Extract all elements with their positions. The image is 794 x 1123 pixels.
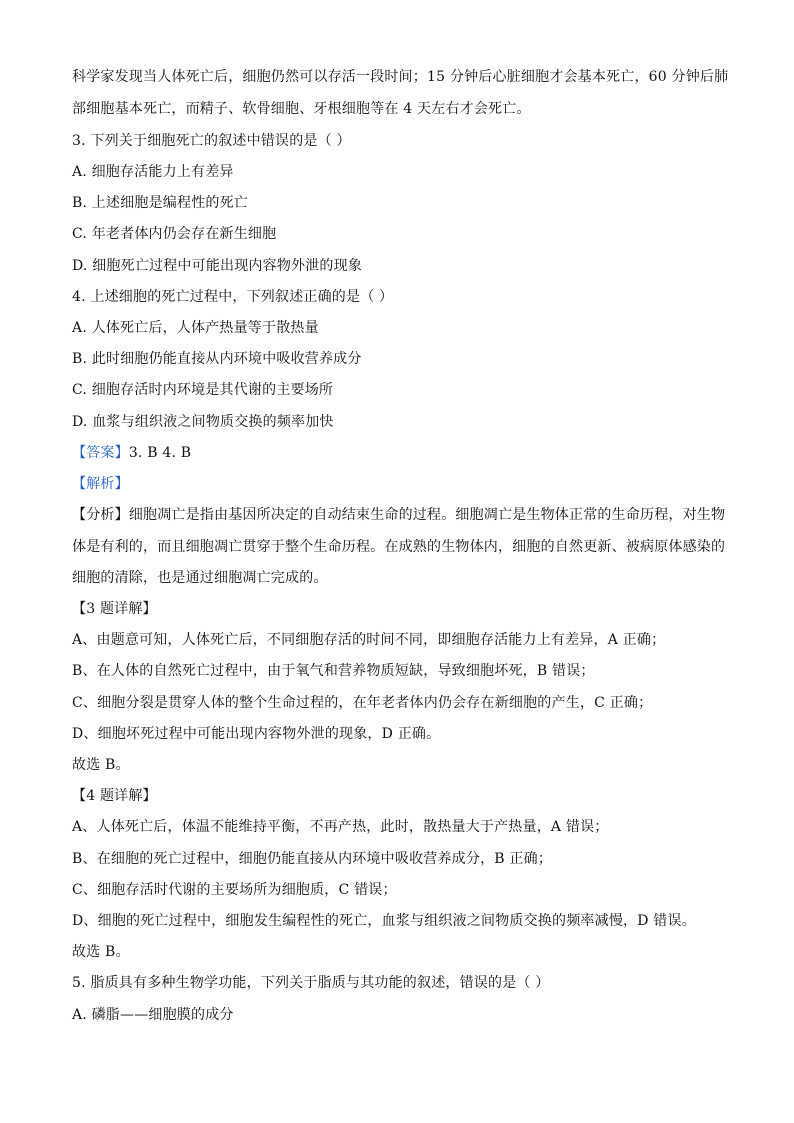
question-4-stem: 4. 上述细胞的死亡过程中，下列叙述正确的是（ ） [72, 289, 394, 305]
question-4-option-c: C. 细胞存活时内环境是其代谢的主要场所 [72, 382, 334, 398]
analysis-tag: 【分析】 [72, 507, 129, 523]
analysis-line-3: 细胞的清除，也是通过细胞凋亡完成的。 [72, 570, 328, 586]
analysis-text-1: 细胞凋亡是指由基因所决定的自动结束生命的过程。细胞凋亡是生物体正常的生命历程，对生物 [128, 507, 726, 523]
detail-3-conclusion: 故选 B。 [72, 757, 130, 773]
analysis-line-1 [72, 506, 725, 524]
detail-4-line-c: C、细胞存活时代谢的主要场所为细胞质，C 错误； [72, 882, 397, 898]
detail-3-line-c: C、细胞分裂是贯穿人体的整个生命过程的，在年老者体内仍会存在新细胞的产生，C 正确； [72, 695, 653, 711]
answer-line [72, 444, 191, 462]
detail-4-heading: 【4 题详解】 [72, 788, 157, 804]
detail-4-line-b: B、在细胞的死亡过程中，细胞仍能直接从内环境中吸收营养成分，B 正确； [72, 851, 553, 867]
question-4-option-b: B. 此时细胞仍能直接从内环境中吸收营养成分 [72, 351, 362, 367]
detail-3-line-b: B、在人体的自然死亡过程中，由于氧气和营养物质短缺，导致细胞坏死，B 错误； [72, 663, 595, 679]
detail-3-line-a: A、由题意可知，人体死亡后，不同细胞存活的时间不同，即细胞存活能力上有差异，A 正确； [72, 632, 666, 648]
question-3-option-c: C. 年老者体内仍会存在新生细胞 [72, 226, 277, 242]
detail-4-line-a: A、人体死亡后，体温不能维持平衡，不再产热，此时，散热量大于产热量，A 错误； [72, 819, 609, 835]
intro-line-1: 科学家发现当人体死亡后，细胞仍然可以存活一段时间；15 分钟后心脏细胞才会基本死亡，60 分钟后肺 [72, 69, 729, 85]
question-3-option-b: B. 上述细胞是编程性的死亡 [72, 195, 248, 211]
answer-tag: 【答案】 [72, 445, 129, 461]
question-4-option-a: A. 人体死亡后，人体产热量等于散热量 [72, 320, 319, 336]
question-5-option-a: A. 磷脂——细胞膜的成分 [72, 1007, 234, 1023]
question-5-stem: 5. 脂质具有多种生物学功能，下列关于脂质与其功能的叙述，错误的是（ ） [72, 975, 550, 991]
question-4-option-d: D. 血浆与组织液之间物质交换的频率加快 [72, 414, 334, 430]
analysis-line-2: 体是有利的，而且细胞凋亡贯穿于整个生命历程。在成熟的生物体内，细胞的自然更新、被病原体感染的 [72, 539, 726, 555]
answer-text: 3. B 4. B [128, 445, 192, 461]
detail-4-line-d: D、细胞的死亡过程中，细胞发生编程性的死亡，血浆与组织液之间物质交换的频率减慢，D 错误。 [72, 913, 696, 929]
analysis-heading: 【解析】 [72, 476, 129, 492]
detail-3-line-d: D、细胞坏死过程中可能出现内容物外泄的现象，D 正确。 [72, 726, 441, 742]
detail-4-conclusion: 故选 B。 [72, 944, 130, 960]
question-3-stem: 3. 下列关于细胞死亡的叙述中错误的是（ ） [72, 133, 351, 149]
question-3-option-a: A. 细胞存活能力上有差异 [72, 164, 234, 180]
question-3-option-d: D. 细胞死亡过程中可能出现内容物外泄的现象 [72, 258, 363, 274]
detail-3-heading: 【3 题详解】 [72, 601, 157, 617]
intro-line-2: 部细胞基本死亡，而精子、软骨细胞、牙根细胞等在 4 天左右才会死亡。 [72, 101, 531, 117]
